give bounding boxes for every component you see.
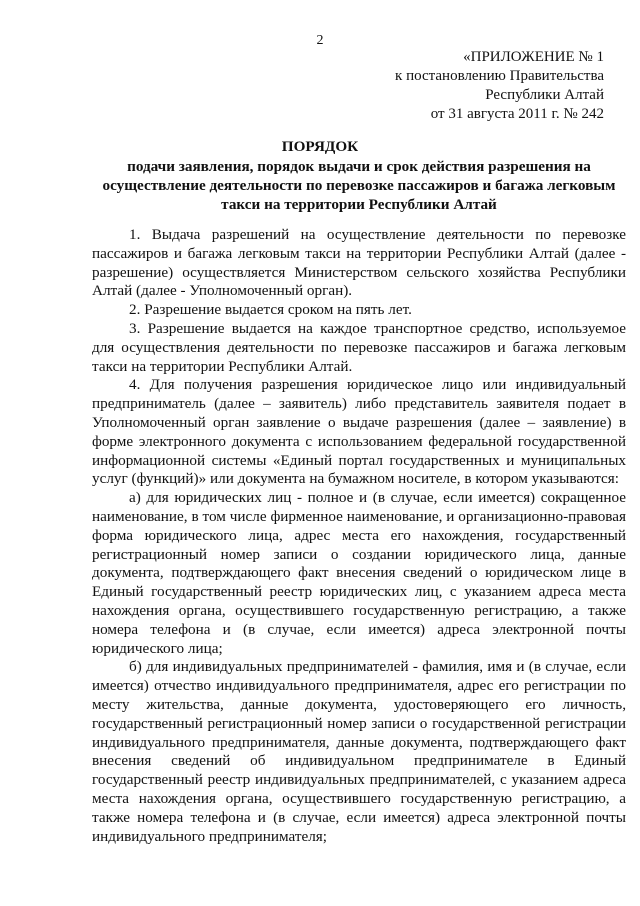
document-subtitle: подачи заявления, порядок выдачи и срок действия разрешения на осуществление деятельности по перевозке пассажиров и багажа легковым такси на территории Республики Алтай [102,158,616,213]
document-body [92,226,626,846]
paragraph-4: 4. Для получения разрешения юридическое лицо или индивидуальный предприниматель (далее – заявитель) либо представитель заявителя подает в Уполномоченный орган заявление о выдаче разрешения (далее – заявление) в форме электронного документа с использованием федеральной государственной информационной системы «Единый портал государственных и муниципальных услуг (функций)» или документа на бумажном носителе, в котором указываются: [92,376,626,488]
appendix-decree-line: к постановлению Правительства [395,68,604,84]
appendix-date-line: от 31 августа 2011 г. № 242 [430,106,604,122]
appendix-region-line: Республики Алтай [485,87,604,103]
paragraph-4a: а) для юридических лиц - полное и (в случае, если имеется) сокращенное наименование, в том числе фирменное наименование, и организационно-правовая форма юридического лица, адрес места его нахождения, государственный регистрационный номер записи о создании юридического лица, данные документа, подтверждающего факт внесения сведений о юридическом лице в Единый государственный реестр юридических лиц, с указанием адреса места нахождения органа, осуществившего государственную регистрацию, а также номера телефона и (в случае, если имеется) адреса электронной почты юридического лица; [92,489,626,657]
document-title: ПОРЯДОК [281,138,359,155]
appendix-header [344,48,604,124]
paragraph-4b: б) для индивидуальных предпринимателей - фамилия, имя и (в случае, если имеется) отчество индивидуального предпринимателя, адрес его регистрации по месту жительства, данные документа, удостоверяющего его личность, государственный регистрационный номер записи о государственной регистрации индивидуального предпринимателя, данные документа, подтверждающего факт внесения сведений об индивидуальном предпринимателе в Единый государственный реестр индивидуальных предпринимателей, с указанием адреса места нахождения органа, осуществившего государственную регистрацию, а также номера телефона и (в случае, если имеется) адреса электронной почты индивидуального предпринимателя; [92,658,626,845]
paragraph-1: 1. Выдача разрешений на осуществление деятельности по перевозке пассажиров и багажа легковым такси на территории Республики Алтай (далее - разрешение) осуществляется Министерством сельского хозяйства Республики Алтай (далее - Уполномоченный орган). [92,226,626,300]
paragraph-3: 3. Разрешение выдается на каждое транспортное средство, используемое для осуществления деятельности по перевозке пассажиров и багажа легковым такси на территории Республики Алтай. [92,319,626,375]
page-number: 2 [316,33,324,48]
appendix-title: «ПРИЛОЖЕНИЕ № 1 [463,49,604,65]
paragraph-2: 2. Разрешение выдается сроком на пять лет. [129,301,412,319]
